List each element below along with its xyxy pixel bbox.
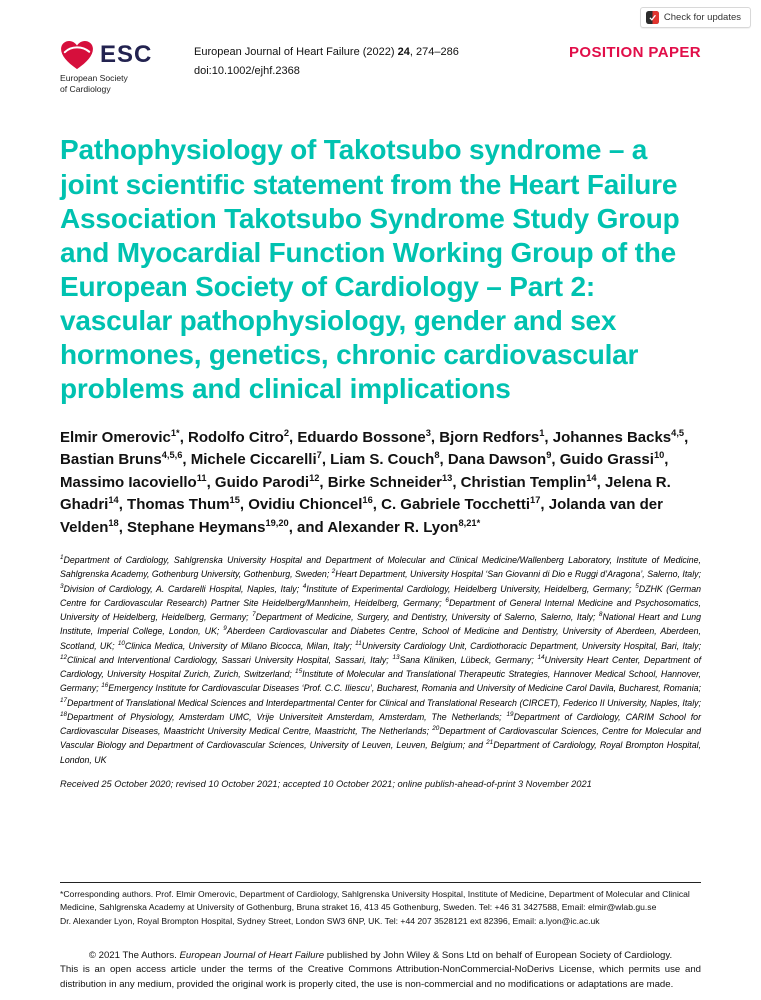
received-line: Received 25 October 2020; revised 10 October 2021; accepted 10 October 2021; online publish-ahead-of-print 3 November 2021 bbox=[60, 778, 592, 789]
check-for-updates-button[interactable] bbox=[640, 7, 751, 28]
esc-abbr: ESC bbox=[100, 41, 153, 68]
crossmark-icon bbox=[646, 11, 659, 24]
journal-volume: 24 bbox=[397, 46, 410, 58]
affiliation-list: $^1$Department of Cardiology, Sahlgrenska University Hospital and Department of Molecular and Clinical Medicine/Wallenberg Laboratory, Institute of Medicine, Sahlgrenska Academy, Gothenburg University, Gothenburg, Sweden; $^2$Heart Department, University Hospital ‘San Giovanni di Dio e Ruggi d’Aragona’, Salerno, Italy; $^3$Division of Cardiology, A. Cardarelli Hospital, Naples, Italy; $^4$Institute of Experimental Cardiology, Heidelberg University, Heidelberg, Germany; $^5$DZHK (German Centre for Cardiovascular Research) Partner Site Heidelberg/Mannheim, Heidelberg, Germany; $^6$Department of General Internal Medicine and Psychosomatics, University of Heidelberg, Heidelberg, Germany; $^7$Department of Medicine, Surgery, and Dentistry, University of Salerno, Salerno, Italy; $^8$National Heart and Lung Institute, Imperial College, London, UK; $^9$Aberdeen Cardiovascular and Diabetes Centre, School of Medicine and Dentistry, University of Aberdeen, Aberdeen, Scotland, UK; $^{10}$Clinica Medica, University of Milano Bicocca, Milan, Italy; $^{11}$University Cardiology Unit, Cardiothoracic Department, University Hospital, Bari, Italy; $^{12}$Clinical and Interventional Cardiology, Sassari University Hospital, Sassari, Italy; $^{13}$Sana Kliniken, Lübeck, Germany; $^{14}$University Heart Center, Department of Cardiology, University Hospital Zurich, Zurich, Switzerland; $^{15}$Institute of Molecular and Translational Therapeutic Strategies, Hannover Medical School, Hannover, Germany; $^{16}$Emergency Institute for Cardiovascular Diseases ‘Prof. C.C. Iliescu’, Bucharest, Romania and University of Medicine Carol Davila, Bucharest, Romania; $^{17}$Department of Translational Medical Sciences and Interdepartmental Center for Clinical and Translational Research (CIRCET), Federico II University, Naples, Italy; $^{18}$Department of Physiology, Amsterdam UMC, Vrije Universiteit Amsterdam, Amsterdam, The Netherlands; $^{19}$Department of Cardiology, CARIM School for Cardiovascular Diseases, Maastricht University Medical Centre, Maastricht, The Netherlands; $^{20}$Department of Cardiovascular Sciences, Centre for Molecular and Vascular Biology and Department of Cardiovascular Sciences, University of Leuven, Leuven, Belgium; and $^{21}$Department of Cardiology, Royal Brompton Hospital, London, UK bbox=[60, 554, 702, 765]
esc-society-line1: European Society bbox=[60, 73, 128, 83]
check-for-updates-label: Check for updates bbox=[663, 12, 741, 23]
paper-type-label: POSITION PAPER bbox=[568, 44, 701, 61]
copyright-block bbox=[60, 949, 701, 992]
copyright-line: © 2021 The Authors. European Journal of Heart Failure published by John Wiley & Sons Ltd on behalf of European Society of Cardiology. bbox=[88, 949, 673, 961]
footnote-divider bbox=[60, 882, 701, 883]
doi: doi:10.1002/ejhf.2368 bbox=[194, 64, 300, 77]
corresponding-author-2: Dr. Alexander Lyon, Royal Brompton Hospital, Sydney Street, London SW3 6NP, UK. Tel: +44 207 3528121 ext 82396, Email: a.lyon@ic.ac.uk bbox=[60, 916, 600, 927]
corresponding-author-1: *Corresponding authors. Prof. Elmir Omerovic, Department of Cardiology, Sahlgrenska University Hospital, Institute of Medicine, Department of Molecular and Clinical Medicine, Sahlgrenska Academy at University of Gothenburg, Bruna straket 16, 413 45 Gothenburg, Sweden. Tel: +46 31 3427588, Email: elmir@wlab.gu.se bbox=[60, 888, 690, 913]
article-title: Pathophysiology of Takotsubo syndrome – a joint scientific statement from the Heart Failure Association Takotsubo Syndrome Study Group and Myocardial Function Working Group of the European Society of Cardiology – Part 2: vascular pathophysiology, gender and sex hormones, genetics, chronic cardiovascular problems and clinical implications bbox=[60, 134, 680, 405]
journal-meta bbox=[194, 40, 459, 80]
author-list: Elmir Omerovic$^{1*}$, Rodolfo Citro$^2$, Eduardo Bossone$^3$, Bjorn Redfors$^1$, Johannes Backs$^{4,5}$, Bastian Bruns$^{4,5,6}$, Michele Ciccarelli$^7$, Liam S. Couch$^8$, Dana Dawson$^9$, Guido Grassi$^{10}$, Massimo Iacoviello$^{11}$, Guido Parodi$^{12}$, Birke Schneider$^{13}$, Christian Templin$^{14}$, Jelena R. Ghadri$^{14}$, Thomas Thum$^{15}$, Ovidiu Chioncel$^{16}$, C. Gabriele Tocchetti$^{17}$, Jolanda van der Velden$^{18}$, Stephane Heymans$^{19,20}$, and Alexander R. Lyon$^{8,21*}$ bbox=[60, 427, 689, 536]
journal-name-issue: European Journal of Heart Failure (2022) bbox=[194, 46, 398, 58]
esc-heart-icon bbox=[60, 40, 94, 70]
corresponding-authors-note bbox=[60, 888, 701, 929]
esc-logo bbox=[60, 40, 188, 95]
page-footer bbox=[60, 882, 701, 992]
journal-header bbox=[60, 40, 701, 95]
journal-pages: , 274–286 bbox=[409, 46, 459, 58]
journal-citation bbox=[194, 43, 459, 62]
esc-society-line2: of Cardiology bbox=[60, 84, 111, 95]
open-access-statement: This is an open access article under the terms of the Creative Commons Attribution-NonCommercial-NoDerivs License, which permits use and distribution in any medium, provided the original work is properly cited, the use is non-commercial and no modifications or adaptations are made. bbox=[60, 964, 701, 990]
